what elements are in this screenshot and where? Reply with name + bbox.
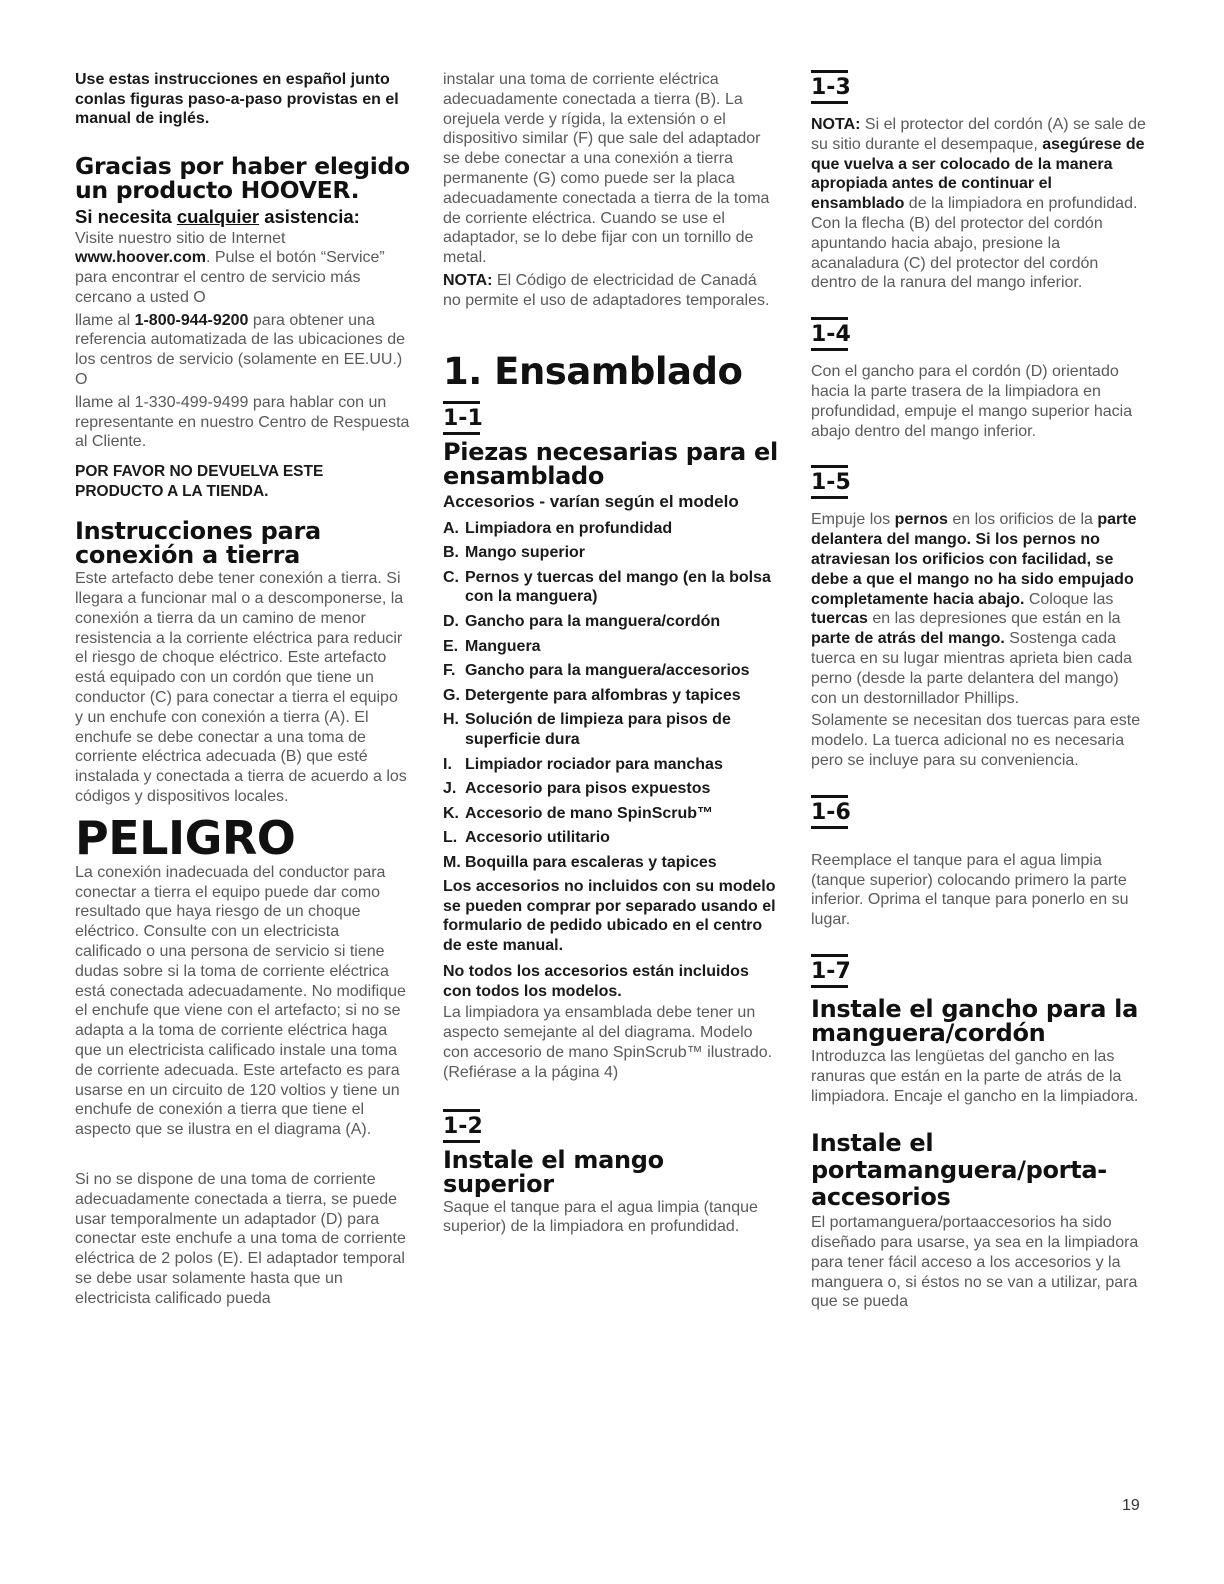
canada-note <box>443 271 778 311</box>
list-item <box>443 853 778 873</box>
column-3 <box>811 70 1146 1312</box>
list-item <box>443 568 778 607</box>
step-1-3-bold: asegúrese de que vuelva a ser colocado de la manera apropiada antes de continuar el ensamblado <box>811 135 1145 213</box>
danger-text: La conexión inadecuada del conductor para conectar a tierra el equipo puede dar como resultado que haya riesgo de un choque eléctrico. Consulte con un electricista calificado o una persona de servicio si tiene dudas sobre si la toma de corriente eléctrica está conectada adecuadamente. No modifique el enchufe que viene con el artefacto; si no se adapta a la toma de corriente eléctrica haga que un electricista calificado instale una toma de corriente adecuada. Este artefacto es para usarse en un circuito de 120 voltios y tiene un enchufe de conexión a tierra que tiene el aspecto que se ilustra en el diagrama (A). <box>75 863 406 1139</box>
part-letter: K. <box>443 804 459 822</box>
part-letter: J. <box>443 780 457 798</box>
part-letter: L. <box>443 829 458 847</box>
part-letter: M. <box>443 853 461 871</box>
list-item <box>443 755 778 775</box>
part-letter: H. <box>443 711 459 729</box>
part-letter: G. <box>443 686 460 704</box>
danger-heading: PELIGRO <box>75 810 296 865</box>
parts-heading: Piezas necesarias para el ensamblado <box>443 437 778 490</box>
step-1-5-text-part: en las depresiones que están en la <box>867 610 1121 628</box>
list-item <box>443 804 778 824</box>
intro-text: Use estas instrucciones en español junto conlas figuras paso-a-paso provistas en el manual de inglés. <box>75 71 399 127</box>
website-pre: Visite nuestro sitio de Internet <box>75 229 286 247</box>
phone-paragraph <box>75 311 410 390</box>
step-1-3-text <box>811 115 1146 293</box>
step-1-3-text-part: Si el protector del cordón (A) se sale de su sitio durante el desempaque, <box>811 116 1146 153</box>
part-text: Gancho para la manguera/accesorios <box>465 662 750 680</box>
step-1-7: 1-7 <box>811 954 851 988</box>
page-number: 19 <box>1122 1497 1140 1514</box>
part-text: Boquilla para escaleras y tapices <box>465 853 717 871</box>
install-handle-text: Saque el tanque para el agua limpia (tanque superior) de la limpiadora en profundidad. <box>443 1198 758 1236</box>
help-heading-post: asistencia: <box>259 205 360 227</box>
list-item <box>443 686 778 706</box>
website-post: . Pulse el botón “Service” para encontrar el centro de servicio más cercano a usted O <box>75 249 385 306</box>
grounding-continued-text: instalar una toma de corriente eléctrica adecuadamente conectada a tierra (B). La orejuela verde y rígida, la extensión o el dispositivo similar (F) que sale del adaptador se debe conectar a una conexión a tierra permanente (G) como puede ser la placa adecuadamente conectada a tierra de la toma de corriente eléctrica. Cuando se use el adaptador, se lo debe fijar con un tornillo de metal. <box>443 71 770 267</box>
list-item <box>443 612 778 632</box>
part-text: Detergente para alfombras y tapices <box>465 686 741 704</box>
step-1-3: 1-3 <box>811 70 851 104</box>
part-letter: C. <box>443 568 459 586</box>
step-1-5-text-part: Empuje los <box>811 511 895 529</box>
part-text: Limpiador rociador para manchas <box>465 755 723 773</box>
not-all-notice: No todos los accesorios están incluidos con todos los modelos. <box>443 963 749 1000</box>
part-text: Gancho para la manguera/cordón <box>465 612 721 630</box>
ground-text: Este artefacto debe tener conexión a tierra. Si llegara a funcionar mal o a descomponerse, la conexión a tierra da un camino de menor resistencia a la corriente eléctrica para reducir el riesgo de choque eléctrico. Este artefacto está equipado con un cordón que tiene un conductor (C) para conectar a tierra el equipo y un enchufe con conexión a tierra (A). El enchufe se debe conectar a una toma de corriente eléctrica adecuada (B) que esté instalada y conectada a tierra de acuerdo a los códigos y dispositivos locales. <box>75 570 407 806</box>
step-1-5-bold: parte de atrás del mango. <box>811 630 1005 648</box>
assembled-text: La limpiadora ya ensamblada debe tener un aspecto semejante al del diagrama. Modelo con accesorio de mano SpinScrub™ ilustrado. (Refiérase a la página 4) <box>443 1004 773 1081</box>
part-text: Accesorio utilitario <box>465 829 610 847</box>
step-1-5-text-part: Coloque las <box>1024 590 1114 608</box>
adapter-text: Si no se dispone de una toma de corriente adecuadamente conectada a tierra, se puede usar temporalmente un adaptador (D) para conectar este enchufe a una toma de corriente eléctrica de 2 polos (E). El adaptador temporal se debe usar solamente hasta que un electricista calificado pueda <box>75 1170 406 1307</box>
part-text: Mango superior <box>465 544 586 562</box>
step-1-7-text: Introduzca las lengüetas del gancho en las ranuras que están en la parte de atrás de la limpiadora. Encaje el gancho en la limpiadora. <box>811 1047 1139 1105</box>
column-1 <box>75 70 410 1309</box>
help-heading-underlined: cualquier <box>176 205 260 227</box>
part-letter: E. <box>443 637 459 655</box>
step-1-7-heading: Instale el gancho para la manguera/cordón <box>811 994 1138 1047</box>
section-title: 1. Ensamblado <box>443 349 743 393</box>
list-item <box>443 828 778 848</box>
thanks-heading: Gracias por haber elegido un producto HOOVER. <box>75 151 410 204</box>
part-text: Solución de limpieza para pisos de superficie dura <box>465 711 731 748</box>
phone-pre: llame al <box>75 311 135 329</box>
not-included-notice: Los accesorios no incluidos con su modelo se pueden comprar por separado usando el formulario de pedido ubicado en el centro de este manual. <box>443 878 776 954</box>
step-1-5-text-part: en los orificios de la <box>947 511 1098 529</box>
step-1-5: 1-5 <box>811 465 851 499</box>
step-1-2: 1-2 <box>443 1109 483 1143</box>
step-1-5-text-part: Sostenga cada tuerca en su lugar mientras aprieta bien cada perno (desde la parte delantera del mango) con un destornillador Phillips. <box>811 630 1133 707</box>
holder-text: El portamanguera/portaaccesorios ha sido diseñado para usarse, ya sea en la limpiadora para tener fácil acceso a los accesorios y la manguera o, si éstos no se van a utilizar, para que se pueda <box>811 1214 1139 1311</box>
note-text: El Código de electricidad de Canadá no permite el uso de adaptadores temporales. <box>443 271 770 309</box>
part-letter: D. <box>443 612 459 630</box>
list-item <box>443 637 778 657</box>
part-text: Manguera <box>465 637 541 655</box>
help-heading-pre: Si necesita <box>75 205 177 227</box>
call-center-paragraph: llame al 1-330-499-9499 para hablar con un representante en nuestro Centro de Respuesta al Cliente. <box>75 393 410 451</box>
parts-list <box>443 519 778 873</box>
step-1-5-text <box>811 510 1146 708</box>
step-1-5-bold: pernos <box>894 511 948 529</box>
accessories-subheading: Accesorios - varían según el modelo <box>443 491 739 511</box>
part-letter: F. <box>443 662 456 680</box>
list-item <box>443 779 778 799</box>
no-return-notice: POR FAVOR NO DEVUELVA ESTE PRODUCTO A LA TIENDA. <box>75 463 324 500</box>
part-letter: A. <box>443 519 459 537</box>
note-label: NOTA: <box>443 271 493 289</box>
phone-number: 1-800-944-9200 <box>134 311 249 329</box>
list-item <box>443 710 778 749</box>
install-handle-heading: Instale el mango superior <box>443 1145 664 1198</box>
website-url: www.hoover.com <box>75 249 206 267</box>
part-text: Accesorio de mano SpinScrub™ <box>465 804 714 822</box>
step-1-1: 1-1 <box>443 401 483 435</box>
note-label: NOTA: <box>811 116 861 133</box>
help-heading <box>75 206 410 228</box>
step-1-4-text: Con el gancho para el cordón (D) orientado hacia la parte trasera de la limpiadora en profundidad, empuje el mango superior hacia abajo dentro del mango inferior. <box>811 363 1133 440</box>
list-item <box>443 661 778 681</box>
part-letter: I. <box>443 755 452 773</box>
step-1-5-bold: tuercas <box>811 610 868 628</box>
part-text: Limpiadora en profundidad <box>465 519 673 537</box>
website-paragraph <box>75 229 410 308</box>
holder-heading: Instale el portamanguera/porta-accesorios <box>811 1129 1107 1212</box>
list-item <box>443 543 778 563</box>
phone-post: para obtener una referencia automatizada de las ubicaciones de los centros de servicio (solamente en EE.UU.) O <box>75 311 405 389</box>
ground-heading: Instrucciones para conexión a tierra <box>75 517 321 570</box>
step-1-6-text: Reemplace el tanque para el agua limpia (tanque superior) colocando primero la parte inferior. Oprima el tanque para ponerlo en su lugar. <box>811 851 1129 929</box>
part-text: Pernos y tuercas del mango (en la bolsa con la manguera) <box>465 568 771 606</box>
column-2 <box>443 70 778 1237</box>
part-text: Accesorio para pisos expuestos <box>465 780 711 798</box>
step-1-5-extra-text: Solamente se necesitan dos tuercas para este modelo. La tuerca adicional no es necesaria pero se incluye para su conveniencia. <box>811 712 1141 769</box>
step-1-5-bold: parte delantera del mango. Si los pernos no atraviesan los orificios con facilidad, se debe a que el mango no ha sido empujado completamente hacia abajo. <box>811 511 1137 608</box>
step-1-4: 1-4 <box>811 317 851 351</box>
list-item <box>443 519 778 539</box>
step-1-6: 1-6 <box>811 795 851 829</box>
part-letter: B. <box>443 544 459 562</box>
step-1-3-text-part: de la limpiadora en profundidad. Con la flecha (B) del protector del cordón apuntando hacia abajo, presione la acanaladura (C) del protector del cordón dentro de la ranura del mango inferior. <box>811 195 1138 292</box>
